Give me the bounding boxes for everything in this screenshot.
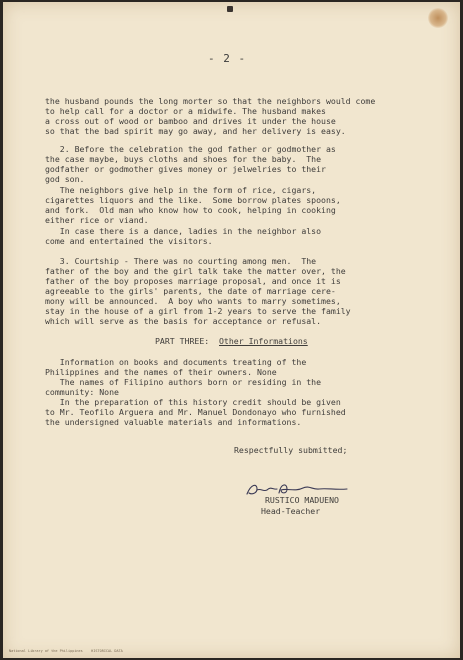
text-line: which will serve as the basis for acceptance or refusal. — [45, 316, 322, 326]
text-line: either rice or viand. — [45, 215, 149, 225]
text-line: In case there is a dance, ladies in the neighbor also — [45, 226, 322, 236]
text-line: cigarettes liquors and the like. Some borrow plates spoons, — [45, 195, 341, 205]
paper-stain — [428, 8, 448, 28]
text-line: Information on books and documents treating of the — [45, 357, 307, 367]
text-line: a cross out of wood or bamboo and drives it under the house — [45, 116, 336, 126]
text-line: Philippines and the names of their owners. None — [45, 367, 277, 377]
page-number: - 2 - — [208, 52, 247, 65]
text-line: and fork. Old man who know how to cook, helping in cooking — [45, 205, 336, 215]
document-page — [3, 2, 460, 658]
binding-hole — [227, 6, 233, 12]
text-line: the case maybe, buys cloths and shoes for the baby. The — [45, 154, 322, 164]
archive-footer: National Library of the Philippines HISTORICAL DATA — [9, 649, 123, 653]
text-line: come and entertained the visitors. — [45, 236, 213, 246]
signer-title: Head-Teacher — [261, 506, 321, 516]
text-line: agreeable to the girls' parents, the date of marriage cere- — [45, 286, 336, 296]
text-line: The neighbors give help in the form of rice, cigars, — [45, 185, 317, 195]
part-three-label: PART THREE: — [155, 336, 210, 346]
text-line: godfather or godmother gives money or jelwelries to their — [45, 164, 326, 174]
text-line: the husband pounds the long morter so that the neighbors would come — [45, 96, 376, 106]
text-line: 3. Courtship - There was no courting among men. The — [45, 256, 317, 266]
text-line: the undersigned valuable materials and informations. — [45, 417, 302, 427]
text-line: to help call for a doctor or a midwife. The husband makes — [45, 106, 326, 116]
text-line: stay in the house of a girl from 1-2 years to serve the family — [45, 306, 351, 316]
signer-name: RUSTICO MADUENO — [265, 495, 339, 505]
text-line: In the preparation of this history credit should be given — [45, 397, 341, 407]
text-line: father of the boy and the girl talk take the matter over, the — [45, 266, 346, 276]
text-line: mony will be announced. A boy who wants to marry sometimes, — [45, 296, 341, 306]
text-line: so that the bad spirit may go away, and her delivery is easy. — [45, 126, 346, 136]
text-line: god son. — [45, 174, 85, 184]
closing-line: Respectfully submitted; — [234, 445, 348, 455]
text-line: 2. Before the celebration the god father or godmother as — [45, 144, 336, 154]
text-line: father of the boy proposes marriage proposal, and once it is — [45, 276, 341, 286]
part-three-title: Other Informations — [219, 336, 308, 346]
text-line: community: None — [45, 387, 119, 397]
text-line: The names of Filipino authors born or residing in the — [45, 377, 322, 387]
text-line: to Mr. Teofilo Arguera and Mr. Manuel Dondonayo who furnished — [45, 407, 346, 417]
